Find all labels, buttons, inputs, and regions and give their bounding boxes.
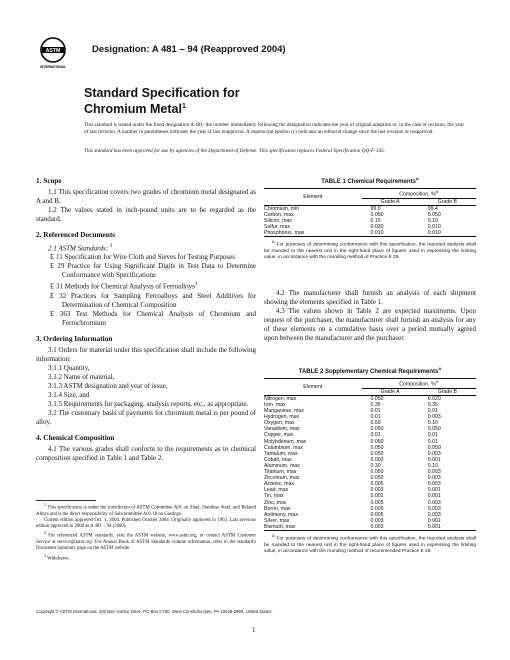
element-cell: Silicon, max [264,218,292,225]
grade-b-cell: 0.001 [427,456,441,463]
footnote-2: $^2$ For referenced ASTM standards, visit the ASTM website, www.astm.org, or contact ASTM Customer Service at service@astm.org. For Annual Book of ASTM Standards volume information, refer to the standard's Document Summary page on the ASTM website. [36,530,256,552]
table-2-element-header: Element [264,379,362,396]
element-cell: Lead, max [264,487,289,494]
para-4-1: 4.1 The various grades shall conform to the requirements as to chemical composition specified in Table 1 and Table 2. [36,444,256,462]
element-cell: Copper, max [264,432,294,439]
grade-b-cell: 0.003 [427,450,441,457]
title-footnote-mark: 1 [181,103,186,110]
footnote-rule [36,500,96,501]
element-cell: Carbon, max [264,212,294,219]
copyright-line: Copyright © ASTM International, 100 Barr Harbor Drive, PO Box C700, West Conshohocken, PA 19428-2959, United States. [36,609,273,614]
grade-a-cell: 0.050 [370,395,384,402]
element-cell: Cobalt, max [264,456,292,463]
table-1-caption: TABLE 1 Chemical Requirements$^A$ [321,176,419,185]
section-1-heading: 1. Scope [36,176,62,185]
table-2-grade-b-header: Grade B [419,388,476,395]
grade-b-cell: 0.10 [427,462,438,469]
grade-a-cell: 0.003 [370,523,384,530]
grade-a-cell: 0.050 [370,212,384,219]
grade-a-cell: 0.005 [370,511,384,518]
item-3-1-5: 3.1.5 Requirements for packaging, analysis reports, etc., as appropriate. [48,399,249,408]
table-1-element-header: Element [264,189,362,206]
footnote-1: $^1$ This specification is under the jurisdiction of ASTM Committee A01 on Steel, Stainless Steel, and Related Alloys and is the direct responsibility of Subcommittee A01.18 on Castings. [36,502,256,517]
element-cell: Arsenic, max [264,481,294,488]
table-2-grade-a-header: Grade A [362,388,419,395]
section-2-heading: 2. Referenced Documents [36,230,116,239]
ref-e32: E 32 Practices for Sampling Ferroalloys and Steel Additives for Determination of Chemical Composition [50,291,256,309]
grade-b-cell: 0.10 [427,420,438,427]
element-cell: Molybdenum, max [264,438,307,445]
grade-b-cell: 0.050 [427,212,441,219]
footnote-1-edition: Current edition approved Oct. 1, 2004. Published October 2004. Originally approved in 1963. Last previous edition approved in 2000 as A 481 – 94 (2000). [36,518,256,530]
grade-a-cell: 0.003 [370,456,384,463]
grade-b-cell: 0.003 [427,481,441,488]
document-title [84,86,240,116]
item-3-1-3: 3.1.3 ASTM designation and year of issue, [48,381,168,390]
footnote-3: $^3$ Withdrawn. [44,552,70,562]
title-line-1: Standard Specification for [84,86,240,100]
element-cell: Zinc, max [264,499,287,506]
element-cell: Tantalum, max [264,450,298,457]
element-cell: Nitrogen, max [264,395,297,402]
element-cell: Sulfur, max [264,224,290,231]
grade-b-cell: 0.001 [427,517,441,524]
grade-b-cell: 0.35 [427,402,438,409]
grade-a-cell: 0.35 [370,402,381,409]
astm-logo-icon [38,36,68,70]
grade-b-cell: 0.10 [427,218,438,225]
grade-a-cell: 0.30 [370,462,381,469]
para-4-2: 4.2 The manufacturer shall furnish an analysis of each shipment showing the elements specified in Table 1. [264,289,476,306]
grade-b-cell: 0.003 [427,499,441,506]
table-1-grade-a-header: Grade A [362,198,419,205]
footnotes [36,502,256,562]
grade-b-cell: 99.4 [427,205,438,212]
element-cell: Oxygen, max [264,420,295,427]
element-cell: Iron, max [264,402,286,409]
grade-a-cell: 0.01 [370,408,381,415]
element-cell: Aluminum, max [264,462,300,469]
table-2-composition-header: Composition, %$^A$ [362,379,476,389]
grade-a-cell: 0.050 [370,444,384,451]
item-3-1-4: 3.1.4 Size, and [48,390,90,399]
grade-a-cell: 99.0 [370,205,381,212]
grade-b-cell: 0.003 [427,475,441,482]
grade-a-cell: 0.005 [370,499,384,506]
element-cell: Bismuth, max [264,523,296,530]
intro-paragraph: This standard is issued under the fixed designation A 481; the number immediately following the designation indicates the year of original adoption or, in the case of revision, the year of last revision. A number in parentheses indicates the year of last reapproval. A superscript epsilon (ε) indicates an editorial change since the last revision or reapproval. [84,122,464,135]
grade-a-cell: 0.010 [370,230,384,237]
grade-b-cell: 0.010 [427,224,441,231]
grade-a-cell: 0.50 [370,420,381,427]
para-4-3: 4.3 The values shown in Table 2 are expected maximums. Upon request of the purchaser, the manufacturer shall furnish an analysis for any of these elements on a cumulative basis over a period mutually agreed upon between the manufacturer and the purchaser. [264,307,476,342]
element-cell: Antimony, max [264,511,298,518]
table-1-note: $^A$ For purposes of determining conformance with this specification, the reported analysis shall be rounded to the nearest unit in the right-hand place of figures used in expressing the limiting value, in accordance with the rounding method of Practice E 29. [264,239,476,260]
element-cell: Chromium, min [264,205,300,212]
table-row [264,524,476,531]
element-cell: Boron, max [264,505,291,512]
ref-e31: E 31 Methods for Chemical Analysis of Ferroalloys$^3$ [50,282,198,291]
grade-b-cell: 0.001 [427,523,441,530]
para-3-1: 3.1 Orders for material under this specification shall include the following information: [36,345,256,363]
grade-b-cell: 0.050 [427,426,441,433]
grade-a-cell: 0.005 [370,481,384,488]
para-2-1: 2.1 ASTM Standards: $^2$ [48,244,113,253]
section-4-heading: 4. Chemical Composition [36,432,115,442]
para-3-2: 3.2 The customary basis of payments for chromium metal is per pound of alloy. [36,408,256,426]
element-cell: Vanadium, max [264,426,300,433]
title-line-2: Chromium Metal$^1$ [84,102,186,117]
element-cell: Titanium, max [264,469,297,476]
svg-text:INTERNATIONAL: INTERNATIONAL [40,65,66,69]
table-row [264,395,476,402]
grade-a-cell: 0.001 [370,493,384,500]
grade-b-cell: 0.01 [427,438,438,445]
table-row [264,205,476,212]
table-row [264,230,476,237]
designation: Designation: A 481 – 94 (Reapproved 2004) [92,44,286,55]
grade-a-cell: 0.003 [370,487,384,494]
grade-a-cell: 0.050 [370,450,384,457]
para-1-2: 1.2 The values stated in inch-pound units are to be regarded as the standard. [36,206,256,223]
grade-a-cell: 0.01 [370,432,381,439]
ref-e29: E 29 Practice for Using Significant Digits in Test Data to Determine Conformance with Specifications [50,262,256,280]
element-cell: Tin, max [264,493,284,500]
table-1 [264,188,476,237]
table-2 [264,378,476,531]
grade-b-cell: 0.020 [427,395,441,402]
table-2-block [264,366,476,555]
grade-a-cell: 0.003 [370,517,384,524]
para-1-1: 1.1 This specification covers two grades of chromium metal designated as A and B. [36,188,256,205]
grade-b-cell: 0.01 [427,408,438,415]
grade-b-cell: 0.003 [427,469,441,476]
grade-a-cell: 0.15 [370,218,381,225]
element-cell: Columbium, max [264,444,303,451]
grade-b-cell: 0.003 [427,511,441,518]
table-2-note: $^A$ For purposes of determining conformance with this specification, the reported analysis shall be rounded to the nearest unit in the right-hand place of figures used in expressing the limiting value, in accordance with the rounding method of recommended Practice E 29. [264,532,476,554]
grade-b-cell: 0.001 [427,487,441,494]
grade-b-cell: 0.01 [427,432,438,439]
table-2-caption: TABLE 2 Supplementary Chemical Requirements$^A$ [298,366,442,375]
element-cell: Phosphorus, max [264,230,305,237]
ref-e11: E 11 Specification for Wire Cloth and Sieves for Testing Purposes [50,253,235,262]
grade-b-cell: 0.010 [427,230,441,237]
grade-a-cell: 0.050 [370,469,384,476]
grade-b-cell: 0.003 [427,505,441,512]
grade-a-cell: 0.050 [370,475,384,482]
page-number: 1 [252,626,256,634]
element-cell: Zirconium, max [264,475,300,482]
element-cell: Manganese, max [264,408,304,415]
element-cell: Hydrogen, max [264,414,300,421]
table-1-grade-b-header: Grade B [419,198,476,205]
item-3-1-1: 3.1.1 Quantity, [48,363,90,372]
section-3-heading: 3. Ordering Information [36,333,113,343]
item-3-1-2: 3.1.2 Name of material, [48,372,115,381]
grade-a-cell: 0.050 [370,426,384,433]
grade-b-cell: 0.001 [427,493,441,500]
grade-b-cell: 0.050 [427,444,441,451]
table-1-block [264,176,476,261]
grade-b-cell: 0.003 [427,414,441,421]
grade-a-cell: 0.01 [370,414,381,421]
right-column-text [264,289,476,343]
ref-e363: E 363 Test Methods for Chemical Analysis of Chromium and Ferrochromium [50,309,256,327]
grade-a-cell: 0.030 [370,224,384,231]
left-column [36,176,256,463]
element-cell: Silver, max [264,517,290,524]
svg-text:ASTM: ASTM [45,48,61,54]
dod-notice: This standard has been approved for use by agencies of the Department of Defense. This specification replaces Federal Specification QQ-F-145. [84,148,385,154]
grade-a-cell: 0.005 [370,505,384,512]
table-1-composition-header: Composition, %$^A$ [362,189,476,199]
grade-a-cell: 0.050 [370,438,384,445]
